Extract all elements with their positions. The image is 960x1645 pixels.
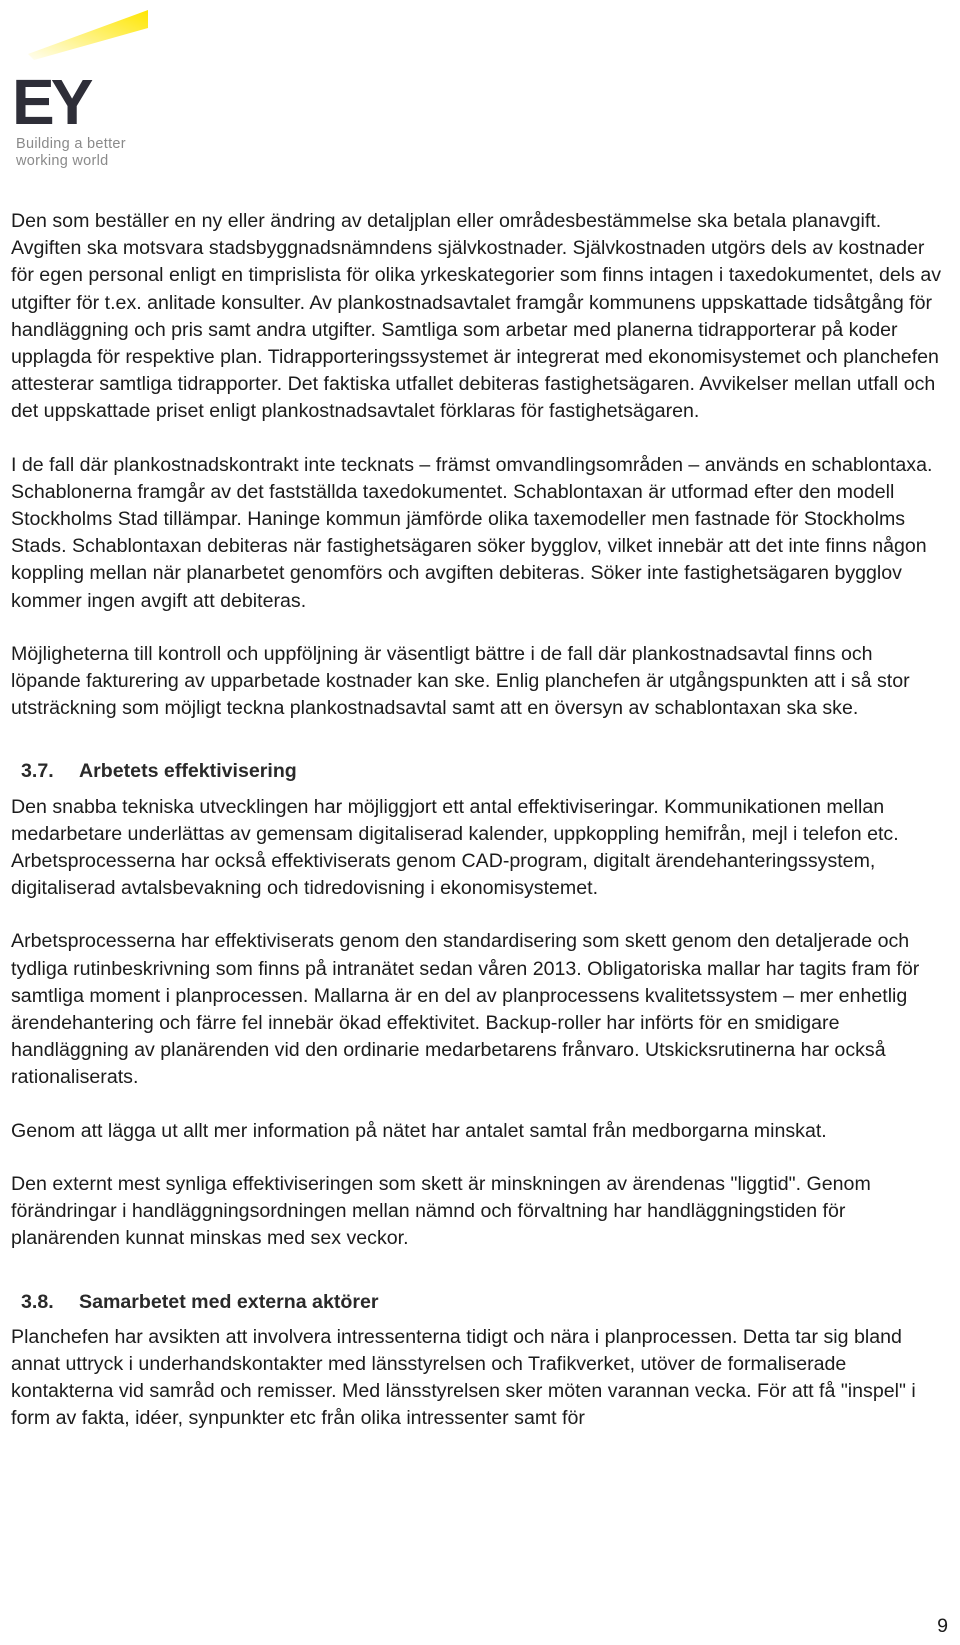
paragraph-liggtid: Den externt mest synliga effektiviseringen som skett är minskningen av ärendenas "liggtid". Genom förändringar i handläggningsordningen mellan nämnd och förvaltning har handläggningstiden för planärenden kunnat minskas med sex veckor.	[11, 1172, 871, 1250]
document-body	[11, 208, 947, 1433]
paragraph-effektiviseringar: Den snabba tekniska utvecklingen har möjliggjort ett antal effektiviseringar. Kommunikationen mellan medarbetare underlättas av gemensam digitaliserad kalender, uppkoppling hemifrån, mejl i telefon etc. Arbetsprocesserna har också effektiviserats genom CAD-program, digitalt ärendehanteringssystem, digitaliserad avtalsbevakning och tidredovisning i ekonomisystemet.	[11, 795, 899, 900]
section-number: 3.8.	[21, 1290, 54, 1313]
paragraph-kontroll: Möjligheterna till kontroll och uppföljning är väsentligt bättre i de fall där plankostnadsavtal finns och löpande fakturering av upparbetade kostnader kan ske. Enlig planchefen är utgångspunkten att i så stor utsträckning som möjligt teckna plankostnadsavtal samt att en översyn av schablontaxan ska ske.	[11, 642, 910, 720]
logo-tagline-line2: working world	[16, 153, 109, 169]
paragraph-intressenter: Planchefen har avsikten att involvera intressenterna tidigt och nära i planprocessen. Detta tar sig bland annat uttryck i underhandskontakter med länsstyrelsen och Trafikverket, utöver de formaliserade kontakterna vid samråd och remisser. Med länsstyrelsen sker möten varannan vecka. För att få "inspel" i form av fakta, idéer, synpunkter etc från olika intressenter samt för	[11, 1325, 916, 1430]
paragraph-information-natet: Genom att lägga ut allt mer information på nätet har antalet samtal från medborgarna minskat.	[11, 1119, 827, 1142]
logo-tagline-line1: Building a better	[16, 136, 126, 152]
ey-logo	[10, 8, 160, 173]
paragraph-planavgift: Den som beställer en ny eller ändring av detaljplan eller områdesbestämmelse ska betala planavgift. Avgiften ska motsvara stadsbyggnadsnämndens självkostnader. Självkostnaden utgörs dels av kostnader för egen personal enligt en timprislista för olika yrkeskategorier som finns intagen i taxedokumentet, dels av utgifter för t.ex. anlitade konsulter. Av plankostnadsavtalet framgår kommunens uppskattade tidsåtgång för handläggning och pris samt andra utgifter. Samtliga som arbetar med planerna tidrapporterar på koder upplagda för respektive plan. Tidrapporteringssystemet är integrerat med ekonomisystemet och planchefen attesterar samtliga tidrapporter. Det faktiska utfallet debiteras fastighetsägaren. Avvikelser mellan utfall och det uppskattade priset enligt plankostnadsavtalet förklaras för fastighetsägaren.	[11, 210, 942, 423]
section-number: 3.7.	[21, 760, 54, 783]
section-heading-3-8	[11, 1289, 947, 1316]
section-heading-3-7	[11, 758, 947, 785]
logo-tagline	[16, 136, 166, 170]
paragraph-schablontaxa: I de fall där plankostnadskontrakt inte tecknats – främst omvandlingsområden – används en schablontaxa. Schablonerna framgår av det fastställda taxedokumentet. Schablontaxan är utformad efter den modell Stockholms Stad tillämpar. Haninge kommun jämförde olika taxemodeller men fastnade för Stockholms Stads. Schablontaxan debiteras när fastighetsägaren söker bygglov, vilket innebär att det inte finns någon koppling mellan när planarbetet genomförs och avgiften debiteras. Söker inte fastighetsägaren bygglov kommer ingen avgift att debiteras.	[11, 453, 933, 612]
page-number: 9	[937, 1615, 948, 1637]
section-title: Arbetets effektivisering	[79, 760, 297, 783]
section-title: Samarbetet med externa aktörer	[79, 1290, 379, 1313]
logo-wordmark: EY	[12, 66, 90, 138]
paragraph-standardisering: Arbetsprocesserna har effektiviserats genom den standardisering som skett genom den detaljerade och tydliga rutinbeskrivning som finns på intranätet sedan våren 2013. Obligatoriska mallar har tagits fram för samtliga moment i planprocessen. Mallarna är en del av planprocessens kvalitetssystem – mer enhetlig ärendehantering och färre fel innebär ökad effektivitet. Backup-roller har införts för en smidigare handläggning av planärenden vid den ordinarie medarbetarens frånvaro. Utskicksrutinerna har också rationaliserats.	[11, 930, 920, 1089]
